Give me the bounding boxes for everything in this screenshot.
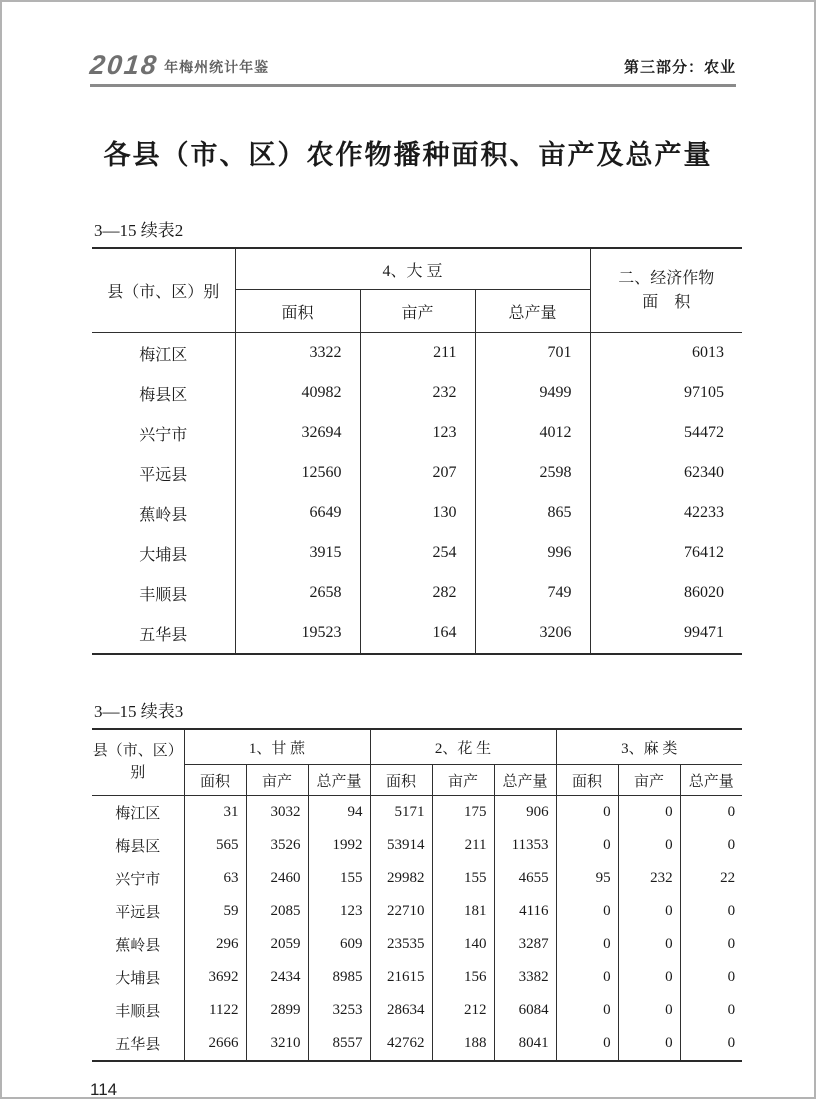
value-cell: 2059	[246, 928, 308, 961]
county-name-cell: 蕉岭县	[139, 506, 188, 524]
table2-fiber-group-header: 3、麻 类	[556, 729, 742, 765]
value-cell: 2658	[235, 573, 360, 613]
sugarcane-peanut-fiber-table	[92, 728, 742, 1062]
county-name-cell: 平远县	[139, 466, 188, 484]
table2-county-header-line1: 县（市、区）	[92, 742, 183, 759]
county-name-cell: 梅江区	[92, 796, 184, 830]
value-cell: 212	[432, 994, 494, 1027]
value-cell: 749	[475, 573, 590, 613]
value-cell: 8985	[308, 961, 370, 994]
value-cell: 156	[432, 961, 494, 994]
county-name-cell: 蕉岭县	[115, 938, 161, 954]
value-cell: 0	[618, 994, 680, 1027]
value-cell: 0	[618, 895, 680, 928]
value-cell: 29982	[370, 862, 432, 895]
value-cell: 42762	[370, 1027, 432, 1061]
value-cell: 140	[432, 928, 494, 961]
value-cell: 164	[360, 613, 475, 654]
value-cell: 22710	[370, 895, 432, 928]
value-cell: 3032	[246, 796, 308, 830]
sugarcane-total-header: 总产量	[308, 765, 370, 796]
county-name-cell: 兴宁市	[139, 426, 188, 444]
table-row	[92, 613, 742, 654]
value-cell: 94	[308, 796, 370, 830]
value-cell: 0	[556, 961, 618, 994]
value-cell: 211	[432, 829, 494, 862]
value-cell: 123	[308, 895, 370, 928]
value-cell: 28634	[370, 994, 432, 1027]
county-name-cell: 大埔县	[115, 971, 161, 987]
value-cell: 181	[432, 895, 494, 928]
value-cell: 906	[494, 796, 556, 830]
value-cell: 175	[432, 796, 494, 830]
table2-county-header-line2: 别	[130, 764, 146, 781]
county-name-cell: 大埔县	[139, 546, 188, 564]
county-name-cell: 梅县区	[139, 386, 188, 404]
value-cell: 0	[556, 1027, 618, 1061]
table1-total-output-header: 总产量	[475, 290, 590, 333]
running-head-left	[90, 52, 269, 79]
value-cell: 2434	[246, 961, 308, 994]
value-cell: 8557	[308, 1027, 370, 1061]
value-cell: 3206	[475, 613, 590, 654]
table1-area-header: 面积	[235, 290, 360, 333]
value-cell: 31	[184, 796, 246, 830]
table-row	[92, 829, 742, 862]
table-row	[92, 1027, 742, 1061]
value-cell: 0	[618, 928, 680, 961]
value-cell: 22	[680, 862, 742, 895]
value-cell: 0	[680, 829, 742, 862]
fiber-area-header: 面积	[556, 765, 618, 796]
county-name-cell: 梅江区	[92, 333, 235, 374]
value-cell: 0	[618, 796, 680, 830]
table2-header-row-subs	[92, 765, 742, 796]
value-cell: 130	[360, 493, 475, 533]
value-cell: 3692	[184, 961, 246, 994]
value-cell: 3253	[308, 994, 370, 1027]
table-row	[92, 895, 742, 928]
value-cell: 4012	[475, 413, 590, 453]
county-name-cell: 平远县	[115, 905, 161, 921]
value-cell: 188	[432, 1027, 494, 1061]
table1-caption: 3—15 续表2	[94, 221, 184, 240]
value-cell: 3210	[246, 1027, 308, 1061]
value-cell: 155	[432, 862, 494, 895]
yearbook-year: 2018	[88, 50, 160, 80]
value-cell: 53914	[370, 829, 432, 862]
fiber-total-header: 总产量	[680, 765, 742, 796]
county-name-cell: 兴宁市	[115, 872, 161, 888]
value-cell: 296	[184, 928, 246, 961]
table2-header-row-groups	[92, 729, 742, 765]
table-row	[92, 373, 742, 413]
value-cell: 0	[556, 796, 618, 830]
value-cell: 86020	[590, 573, 742, 613]
value-cell: 21615	[370, 961, 432, 994]
value-cell: 2598	[475, 453, 590, 493]
table2-caption: 3—15 续表3	[94, 702, 184, 721]
value-cell: 76412	[590, 533, 742, 573]
table1-yield-header: 亩产	[360, 290, 475, 333]
value-cell: 232	[360, 373, 475, 413]
value-cell: 565	[184, 829, 246, 862]
value-cell: 123	[360, 413, 475, 453]
table-row	[92, 796, 742, 830]
table-row	[92, 333, 742, 374]
value-cell: 211	[360, 333, 475, 374]
section-label: 第三部分：农业	[623, 59, 736, 76]
table-row	[92, 862, 742, 895]
value-cell: 0	[618, 1027, 680, 1061]
value-cell: 2899	[246, 994, 308, 1027]
value-cell: 0	[680, 928, 742, 961]
county-name-cell: 五华县	[115, 1037, 161, 1053]
economic-crops-header-line1: 二、经济作物	[618, 270, 715, 288]
value-cell: 609	[308, 928, 370, 961]
value-cell: 232	[618, 862, 680, 895]
value-cell: 0	[680, 961, 742, 994]
value-cell: 1122	[184, 994, 246, 1027]
table-row	[92, 994, 742, 1027]
table-row	[92, 573, 742, 613]
value-cell: 19523	[235, 613, 360, 654]
value-cell: 207	[360, 453, 475, 493]
sugarcane-area-header: 面积	[184, 765, 246, 796]
value-cell: 0	[680, 1027, 742, 1061]
peanut-area-header: 面积	[370, 765, 432, 796]
value-cell: 996	[475, 533, 590, 573]
value-cell: 23535	[370, 928, 432, 961]
page-number: 114	[90, 1080, 118, 1099]
peanut-total-header: 总产量	[494, 765, 556, 796]
table1-economic-crops-header	[590, 248, 742, 333]
value-cell: 62340	[590, 453, 742, 493]
value-cell: 701	[475, 333, 590, 374]
soybean-economic-crops-table	[92, 247, 742, 655]
value-cell: 0	[618, 829, 680, 862]
value-cell: 3287	[494, 928, 556, 961]
economic-crops-header-line2: 面 积	[642, 293, 691, 311]
value-cell: 2666	[184, 1027, 246, 1061]
yearbook-name: 年梅州统计年鉴	[164, 59, 270, 75]
value-cell: 97105	[590, 373, 742, 413]
value-cell: 0	[680, 994, 742, 1027]
value-cell: 4655	[494, 862, 556, 895]
value-cell: 95	[556, 862, 618, 895]
value-cell: 0	[556, 829, 618, 862]
value-cell: 9499	[475, 373, 590, 413]
county-name-cell: 丰顺县	[115, 1004, 161, 1020]
table-row	[92, 928, 742, 961]
value-cell: 155	[308, 862, 370, 895]
table-row	[92, 533, 742, 573]
table1-header-row-groups	[92, 248, 742, 290]
value-cell: 32694	[235, 413, 360, 453]
peanut-yield-header: 亩产	[432, 765, 494, 796]
county-name-cell: 丰顺县	[139, 586, 188, 604]
value-cell: 99471	[590, 613, 742, 654]
value-cell: 3322	[235, 333, 360, 374]
county-name-cell: 五华县	[139, 626, 188, 644]
value-cell: 3382	[494, 961, 556, 994]
sugarcane-yield-header: 亩产	[246, 765, 308, 796]
table2-peanut-group-header: 2、花 生	[370, 729, 556, 765]
value-cell: 59	[184, 895, 246, 928]
county-name-cell: 梅县区	[115, 839, 161, 855]
value-cell: 6013	[590, 333, 742, 374]
value-cell: 2085	[246, 895, 308, 928]
table1-county-header: 县（市、区）别	[107, 284, 220, 301]
value-cell: 8041	[494, 1027, 556, 1061]
value-cell: 12560	[235, 453, 360, 493]
page-title: 各县（市、区）农作物播种面积、亩产及总产量	[103, 140, 713, 170]
value-cell: 254	[360, 533, 475, 573]
value-cell: 0	[680, 796, 742, 830]
running-head	[90, 52, 736, 87]
value-cell: 865	[475, 493, 590, 533]
value-cell: 4116	[494, 895, 556, 928]
table-row	[92, 961, 742, 994]
table-row	[92, 493, 742, 533]
value-cell: 0	[556, 928, 618, 961]
table-row	[92, 453, 742, 493]
value-cell: 54472	[590, 413, 742, 453]
table-row	[92, 413, 742, 453]
value-cell: 0	[680, 895, 742, 928]
table2-sugarcane-group-header: 1、甘 蔗	[184, 729, 370, 765]
value-cell: 3915	[235, 533, 360, 573]
value-cell: 6084	[494, 994, 556, 1027]
table2-county-header	[92, 729, 184, 796]
value-cell: 5171	[370, 796, 432, 830]
value-cell: 11353	[494, 829, 556, 862]
value-cell: 63	[184, 862, 246, 895]
value-cell: 6649	[235, 493, 360, 533]
value-cell: 42233	[590, 493, 742, 533]
value-cell: 1992	[308, 829, 370, 862]
value-cell: 0	[618, 961, 680, 994]
fiber-yield-header: 亩产	[618, 765, 680, 796]
value-cell: 3526	[246, 829, 308, 862]
value-cell: 282	[360, 573, 475, 613]
value-cell: 2460	[246, 862, 308, 895]
value-cell: 0	[556, 994, 618, 1027]
value-cell: 0	[556, 895, 618, 928]
table1-soybean-group-header: 4、大 豆	[235, 248, 590, 290]
value-cell: 40982	[235, 373, 360, 413]
